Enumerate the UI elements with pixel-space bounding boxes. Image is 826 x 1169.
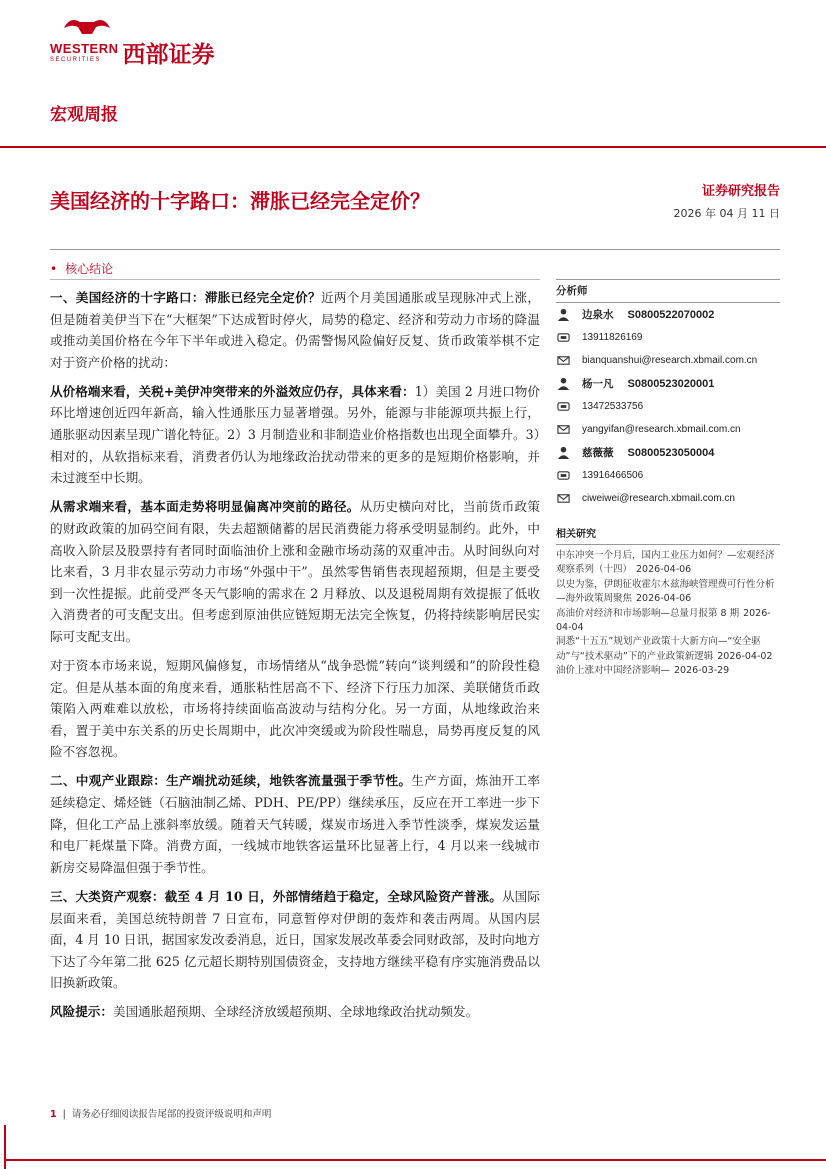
analyst-name: 慈薇薇 — [582, 447, 614, 459]
bull-logo-icon — [62, 14, 112, 38]
core-conclusion-heading: • 核心结论 — [50, 262, 114, 276]
related-date: 2026-03-29 — [674, 665, 730, 677]
sidebar — [556, 279, 780, 679]
analyst-list — [556, 303, 780, 510]
phone-icon — [556, 400, 570, 414]
analyst-phone: 13911826169 — [582, 332, 643, 343]
paragraph-text: 从历史横向对比，当前货币政策的财政政策的加码空间有限，失去超额储蓄的居民消费能力将承受明显制约。此外，中高收入阶层及股票持有者同时面临油价上涨和金融市场动荡的双重冲击。从时间纵向对比来看，3 月非农显示劳动力市场“外强中干”。虽然零售销售表现超预期，但是主要受到一次性提振。此前受严冬天气影响的需求在 2 月释放、以及退税周期有效提振了低收入消费者的可支配支出。但考虑到原油供应链短期无法完全恢复，仍将持续影响居民实际可支配支出。 — [50, 499, 541, 644]
related-title[interactable]: 油价上涨对中国经济影响— — [556, 665, 671, 677]
paragraph-lead: 从价格端来看，关税+美伊冲突带来的外溢效应仍存，具体来看： — [50, 383, 415, 399]
analyst-email[interactable]: bianquanshui@research.xbmail.com.cn — [582, 355, 758, 366]
analyst-code: S0800522070002 — [627, 308, 715, 321]
related-date: 2026-04-06 — [636, 564, 692, 576]
page-header — [0, 0, 826, 148]
main-body — [50, 287, 540, 1031]
person-icon — [556, 446, 570, 460]
top-divider — [50, 249, 780, 250]
paragraph-text: 对于资本市场来说，短期风偏修复，市场情绪从“战争恐慌”转向“谈判缓和”的阶段性稳定。但是从基本面的角度来看，通胀粘性居高不下、经济下行压力加深、美联储货币政策陷入两难难以放松，市场将持续面临高波动与结构分化。另一方面，从地缘政治来看，置于美中东关系的历史长周期中，此次冲突缓或为阶段性喘息，局势再度反复的风险不容忽视。 — [50, 658, 540, 760]
paragraph-text: 1）美国 2 月进口物价环比增速创近四年新高，输入性通胀压力显著增强。另外，能源与非能源项共振上行，通胀驱动因素呈现广谱化特征。2）3 月制造业和非制造业价格指数也出现全面攀升。3）相对的，从软指标来看，消费者仍认为地缘政治扰动带来的更多的是短期价格影响，并未过渡至中长期。 — [50, 383, 540, 486]
analyst-email[interactable]: yangyifan@research.xbmail.com.cn — [582, 424, 741, 435]
paragraph-lead: 风险提示： — [50, 1004, 113, 1020]
body-paragraph — [50, 381, 540, 489]
analyst-name: 边泉水 — [582, 309, 614, 321]
related-date: 2026-04-06 — [636, 593, 692, 605]
related-title[interactable]: 洞悉“十五五”规划产业政策十大新方向—“安全驱动”与“技术驱动”下的产业政策新逻辑 — [556, 636, 761, 662]
related-date: 2026-04-02 — [717, 650, 773, 662]
report-type-label: 证券研究报告 — [701, 184, 780, 199]
analyst-email[interactable]: ciweiwei@research.xbmail.com.cn — [582, 493, 735, 504]
paragraph-text: 生产方面，炼油开工率延续稳定、烯烃链（石脑油制乙烯、PDH、PE/PP）继续承压，反应在开工率进一步下降，但化工产品上涨斜率放缓。随着天气转暖，煤炭市场进入季节性淡季，煤炭发运量和电厂耗煤量下降。消费方面，一线城市地铁客运量环比显著上行，4 月以来一线城市新房交易降温但强于季节性。 — [50, 773, 541, 875]
body-paragraph — [50, 655, 540, 763]
doc-type-label: 宏观周报 — [50, 105, 118, 125]
core-divider — [50, 279, 540, 280]
analyst-phone: 13916466506 — [582, 470, 644, 481]
paragraph-lead: 二、中观产业跟踪：生产端扰动延续，地铁客流量强于季节性。 — [50, 773, 412, 789]
related-title[interactable]: 以史为鉴，伊朗征收霍尔木兹海峡管理费可行性分析 —海外政策周聚焦 — [556, 578, 775, 605]
related-date: 2026-04-04 — [556, 607, 771, 634]
mail-icon — [556, 492, 570, 506]
related-title[interactable]: 高油价对经济和市场影响—总量月报第 8 期 — [556, 607, 740, 619]
paragraph-text: 美国通胀超预期、全球经济放缓超预期、全球地缘政治扰动频发。 — [112, 1004, 479, 1020]
phone-icon — [556, 331, 570, 345]
body-paragraph — [50, 886, 540, 994]
mail-icon — [556, 423, 570, 437]
related-research-item[interactable] — [556, 635, 780, 664]
body-paragraph — [50, 287, 540, 373]
analyst-phone: 13472533756 — [582, 401, 644, 412]
report-title: 美国经济的十字路口：滞胀已经完全定价？ — [50, 189, 430, 213]
related-research-item[interactable] — [556, 664, 780, 678]
person-icon — [556, 377, 570, 391]
related-title[interactable]: 中东冲突一个月后，国内工业压力如何？—宏观经济观察系列（十四） — [556, 550, 775, 576]
body-paragraph — [50, 1001, 540, 1023]
logo-en-sub: SECURITIES — [50, 57, 102, 63]
analyst-name: 杨一凡 — [582, 378, 614, 390]
corner-accent-vertical — [4, 1125, 6, 1169]
logo-cn-text: 西部证券 — [122, 42, 215, 68]
mail-icon — [556, 354, 570, 368]
brand-logo — [50, 36, 215, 69]
paragraph-lead: 从需求端来看，基本面走势将明显偏离冲突前的路径。 — [50, 499, 360, 515]
related-research-item[interactable] — [556, 549, 780, 578]
body-paragraph — [50, 496, 540, 647]
paragraph-lead: 三、大类资产观察：截至 4 月 10 日，外部情绪趋于稳定，全球风险资产普涨。 — [50, 888, 502, 904]
bullet-icon: • — [50, 262, 58, 276]
analyst-code: S0800523020001 — [627, 377, 715, 390]
paragraph-lead: 一、美国经济的十字路口：滞胀已经完全定价？ — [50, 290, 321, 305]
paragraph-text: 近两个月美国通胀或呈现脉冲式上涨，但是随着美伊当下在“大框架”下达成暂时停火，局势的稳定、经济和劳动力市场的降温或推动美国价格在今年下半年或进入稳定。仍需警惕风险偏好反复、货币政策举棋不定对于资产价格的扰动： — [50, 290, 541, 370]
analyst-card — [556, 303, 780, 372]
analyst-card — [556, 372, 780, 441]
person-icon — [556, 308, 570, 322]
related-research — [556, 522, 780, 679]
related-research-item[interactable] — [556, 607, 780, 636]
related-research-item[interactable] — [556, 578, 780, 607]
analyst-code: S0800523050004 — [627, 446, 715, 459]
logo-en-text: WESTERN — [50, 41, 119, 56]
paragraph-text: 从国际层面来看，美国总统特朗普 7 日宣布，同意暂停对伊朗的轰炸和袭击两周。从国内层面，4 月 10 日讯，据国家发改委消息，近日，国家发展改革委会同财政部，及时向地方下达了今年第二批 625 亿元超长期特别国债资金，支持地方继续平稳有序实施消费品以旧换新政策。 — [50, 888, 541, 991]
corner-accent-horizontal — [4, 1159, 826, 1161]
analyst-card — [556, 441, 780, 510]
report-date: 2026 年 04 月 11 日 — [673, 207, 780, 220]
page-number: 1 — [50, 1109, 57, 1120]
page-footer: 1 | 请务必仔细阅读报告尾部的投资评级说明和声明 — [50, 1109, 272, 1120]
related-heading: 相关研究 — [556, 522, 780, 545]
footer-disclaimer: 请务必仔细阅读报告尾部的投资评级说明和声明 — [71, 1109, 272, 1120]
body-paragraph — [50, 770, 540, 878]
phone-icon — [556, 469, 570, 483]
analyst-heading: 分析师 — [556, 280, 780, 303]
